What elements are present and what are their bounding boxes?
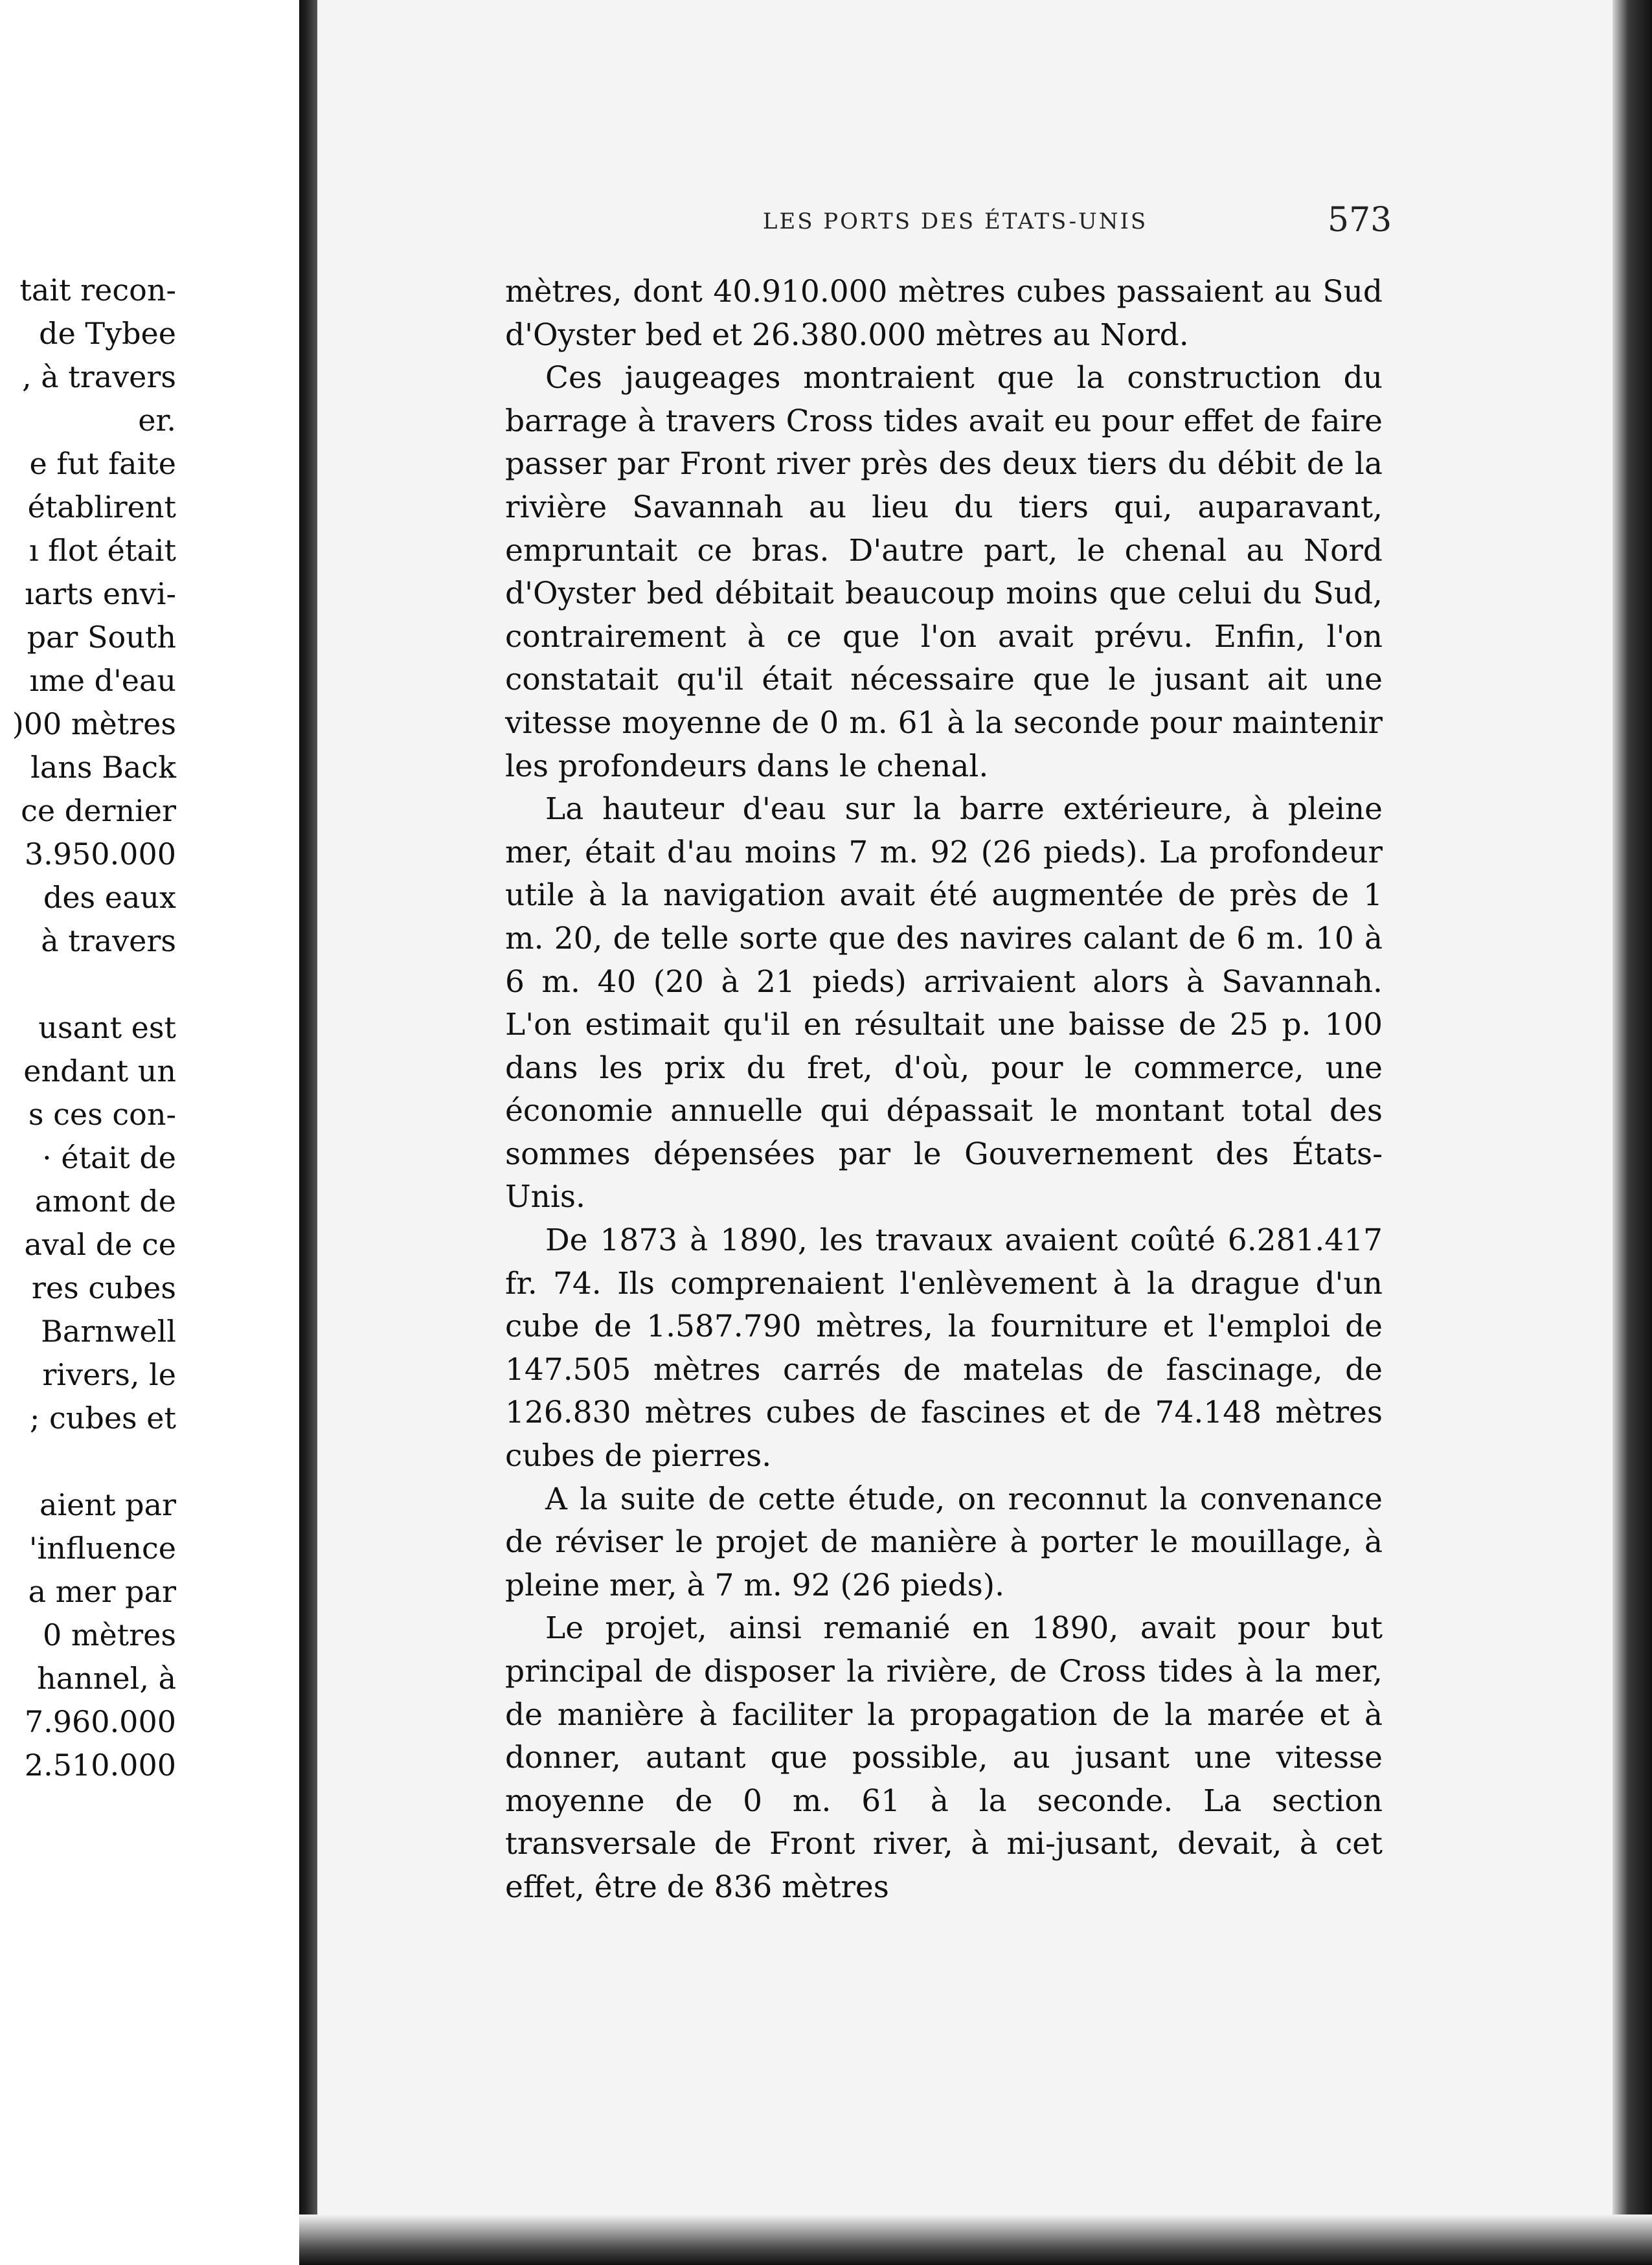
left-line: ıarts envi- (25, 576, 176, 611)
left-line: ıme d'eau (29, 663, 176, 698)
paragraph: La hauteur d'eau sur la barre extérieure, à pleine mer, était d'au moins 7 m. 92 (26 pieds). La profondeur utile à la navigation avait été augmentée de près de 1 m. 20, de telle sorte que des navires calant de 6 m. 10 à 6 m. 40 (20 à 21 pieds) arrivaient alors à Savannah. L'on estimait qu'il en résultait une baisse de 25 p. 100 dans les prix du fret, d'où, pour le commerce, une économie annuelle qui dépassait le montant total des sommes dépensées par le Gouvernement des États-Unis. (505, 791, 1383, 1215)
left-line: 'influence (28, 1531, 176, 1566)
left-line (0, 1440, 176, 1483)
body-text (505, 271, 1383, 1910)
paragraph: A la suite de cette étude, on reconnut la convenance de réviser le projet de manière à porter le mouillage, à pleine mer, à 7 m. 92 (26 pieds). (505, 1481, 1383, 1603)
paragraph: Ces jaugeages montraient que la construction du barrage à travers Cross tides avait eu pour effet de faire passer par Front river près des deux tiers du débit de la rivière Savannah au lieu du tiers qui, auparavant, empruntait ce bras. D'autre part, le chenal au Nord d'Oyster bed débitait beaucoup moins que celui du Sud, contrairement à ce que l'on avait prévu. Enfin, l'on constatait qu'il était nécessaire que le jusant ait une vitesse moyenne de 0 m. 61 à la seconde pour maintenir les profondeurs dans le chenal. (505, 360, 1383, 784)
running-title: LES PORTS DES ÉTATS-UNIS (762, 208, 1148, 234)
left-line: à travers (41, 923, 176, 958)
paragraph: mètres, dont 40.910.000 mètres cubes passaient au Sud d'Oyster bed et 26.380.000 mètres au Nord. (505, 274, 1383, 353)
left-line: tait recon- (19, 273, 176, 308)
left-line: , à travers (22, 359, 176, 394)
left-line: e fut faite (29, 446, 176, 481)
left-line: s ces con- (28, 1097, 176, 1132)
left-line: usant est (38, 1010, 176, 1045)
paragraph: Le projet, ainsi remanié en 1890, avait pour but principal de disposer la rivière, de Cross tides à la mer, de manière à faciliter la propagation de la marée et à donner, autant que possible, au jusant une vitesse moyenne de 0 m. 61 à la seconde. La section transversale de Front river, à mi-jusant, devait, à cet effet, être de 836 mètres (505, 1610, 1383, 1905)
left-line: amont de (34, 1184, 176, 1219)
left-line: lans Back (30, 750, 176, 785)
left-line: de Tybee (39, 316, 176, 351)
left-line: res cubes (31, 1270, 176, 1305)
left-line: établirent (27, 490, 176, 524)
left-line: rivers, le (42, 1357, 176, 1392)
book-spine-shadow (299, 0, 317, 2265)
left-line: 2.510.000 (24, 1748, 176, 1783)
left-line: aient par (40, 1487, 176, 1522)
left-line: Barnwell (41, 1314, 176, 1349)
left-line: er. (138, 403, 176, 438)
left-line: 0 mètres (42, 1617, 176, 1652)
left-page-fragment (0, 0, 299, 2265)
left-line: ce dernier (21, 793, 176, 828)
left-line: hannel, à (37, 1661, 176, 1696)
page-edge-shadow (1612, 0, 1652, 2265)
left-line: 7.960.000 (24, 1704, 176, 1739)
left-line (0, 963, 176, 1006)
left-line: ı flot était (28, 533, 176, 568)
paragraph: De 1873 à 1890, les travaux avaient coûté 6.281.417 fr. 74. Ils comprenaient l'enlèvement à la drague d'un cube de 1.587.790 mètres, la fourniture et l'emploi de 147.505 mètres carrés de matelas de fascinage, de 126.830 mètres cubes de fascines et de 74.148 mètres cubes de pierres. (505, 1223, 1383, 1474)
left-page-lines (0, 269, 176, 1787)
page-number: 573 (1328, 201, 1392, 240)
left-line: endant un (23, 1054, 176, 1088)
left-line: par South (27, 620, 176, 655)
bottom-edge-shadow (299, 2214, 1652, 2265)
left-line: des eaux (43, 880, 176, 915)
left-line: · était de (42, 1140, 176, 1175)
left-line: )00 mètres (12, 706, 176, 741)
left-line: aval de ce (24, 1227, 176, 1262)
left-line: ; cubes et (29, 1401, 176, 1436)
left-line: 3.950.000 (24, 837, 176, 872)
left-line: a mer par (28, 1574, 176, 1609)
